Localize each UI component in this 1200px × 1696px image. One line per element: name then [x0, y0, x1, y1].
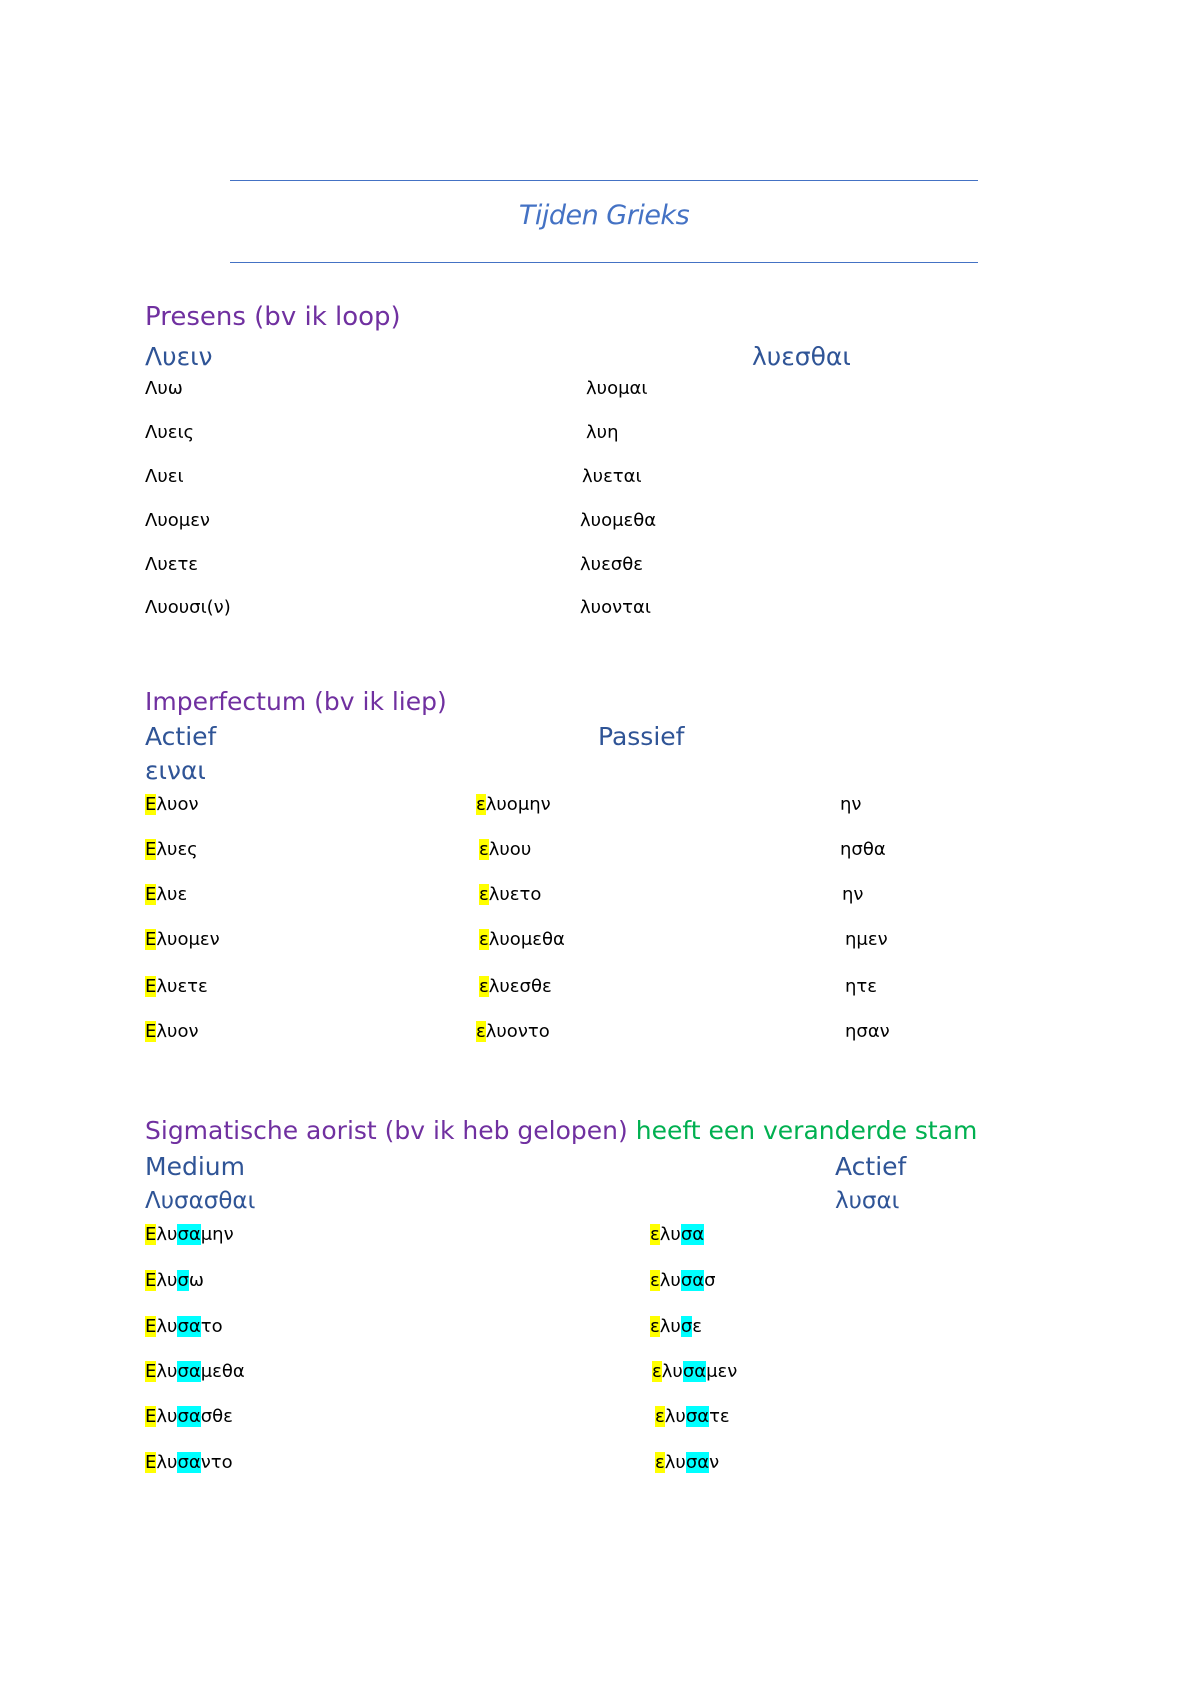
- aorist-active-form: ελυσαμεν: [652, 1361, 738, 1382]
- imperfectum-active-form: Ελυε: [145, 884, 188, 905]
- imperfectum-active-form: Ελυον: [145, 1021, 199, 1042]
- aorist-active-form: ελυσασ: [650, 1270, 716, 1291]
- presens-passive-form: λυομεθα: [580, 510, 657, 531]
- presens-active-form: Λυεις: [145, 422, 195, 443]
- imperfectum-active-form: Ελυετε: [145, 976, 208, 997]
- imperfectum-active-form: Ελυομεν: [145, 929, 220, 950]
- augment-highlight: Ε: [145, 1021, 157, 1042]
- augment-highlight: Ε: [145, 884, 157, 905]
- augment-highlight: ε: [650, 1270, 660, 1291]
- aorist-active-form: ελυσατε: [655, 1406, 730, 1427]
- augment-highlight: Ε: [145, 976, 157, 997]
- einai-form: ην: [842, 884, 864, 905]
- augment-highlight: Ε: [145, 1270, 157, 1291]
- aorist-active-infinitive: λυσαι: [835, 1188, 900, 1214]
- augment-highlight: ε: [479, 884, 489, 905]
- sigma-highlight: σα: [682, 1361, 707, 1382]
- aorist-active-form: ελυσε: [650, 1316, 702, 1337]
- aorist-heading: Sigmatische aorist (bv ik heb gelopen) heeft een veranderde stam: [145, 1116, 978, 1145]
- augment-highlight: ε: [479, 929, 489, 950]
- imperfectum-passive-form: ελυεσθε: [479, 976, 552, 997]
- sigma-highlight: σα: [177, 1452, 201, 1473]
- title-bottom-rule: [230, 262, 978, 263]
- aorist-medium-form: Ελυσατο: [145, 1316, 223, 1337]
- augment-highlight: ε: [655, 1452, 665, 1473]
- sigma-highlight: σα: [685, 1406, 710, 1427]
- augment-highlight: Ε: [145, 1452, 157, 1473]
- imperfectum-passive-form: ελυου: [479, 839, 532, 860]
- imperfectum-passive-form: ελυοντο: [476, 1021, 550, 1042]
- presens-active-infinitive: Λυειν: [145, 342, 213, 371]
- augment-highlight: Ε: [145, 1406, 157, 1427]
- presens-passive-form: λυεται: [582, 466, 642, 487]
- presens-heading: Presens (bv ik loop): [145, 302, 401, 332]
- sigma-highlight: σα: [685, 1452, 710, 1473]
- imperfectum-passive-form: ελυετο: [479, 884, 542, 905]
- aorist-active-form: ελυσαν: [655, 1452, 720, 1473]
- augment-highlight: ε: [650, 1224, 660, 1245]
- augment-highlight: ε: [655, 1406, 665, 1427]
- presens-active-form: Λυετε: [145, 554, 199, 575]
- einai-form: ησαν: [845, 1021, 890, 1042]
- sigma-highlight: σα: [177, 1224, 201, 1245]
- aorist-medium-header: Medium: [145, 1152, 245, 1181]
- aorist-medium-form: Ελυσαμην: [145, 1224, 234, 1245]
- aorist-active-header: Actief: [835, 1152, 907, 1181]
- augment-highlight: ε: [650, 1316, 660, 1337]
- imperfectum-einai-header: ειναι: [145, 756, 206, 785]
- sigma-highlight: σα: [177, 1361, 201, 1382]
- sigma-highlight: σα: [680, 1224, 705, 1245]
- presens-passive-infinitive: λυεσθαι: [752, 342, 851, 371]
- augment-highlight: Ε: [145, 929, 157, 950]
- augment-highlight: Ε: [145, 839, 157, 860]
- imperfectum-passive-form: ελυομεθα: [479, 929, 565, 950]
- presens-active-form: Λυομεν: [145, 510, 210, 531]
- einai-form: ησθα: [840, 839, 886, 860]
- aorist-medium-form: Ελυσασθε: [145, 1406, 233, 1427]
- presens-passive-form: λυεσθε: [580, 554, 643, 575]
- presens-passive-form: λυη: [586, 422, 619, 443]
- augment-highlight: ε: [476, 1021, 486, 1042]
- presens-active-form: Λυω: [145, 378, 183, 399]
- title-top-rule: [230, 180, 978, 181]
- sigma-highlight: σα: [177, 1406, 201, 1427]
- imperfectum-heading: Imperfectum (bv ik liep): [145, 687, 447, 716]
- sigma-highlight: σ: [680, 1316, 693, 1337]
- aorist-heading-note: heeft een veranderde stam: [635, 1116, 978, 1145]
- aorist-medium-infinitive: Λυσασθαι: [145, 1188, 256, 1214]
- augment-highlight: Ε: [145, 1224, 157, 1245]
- einai-form: ητε: [845, 976, 877, 997]
- imperfectum-passive-form: ελυομην: [476, 794, 551, 815]
- augment-highlight: ε: [479, 976, 489, 997]
- augment-highlight: Ε: [145, 794, 157, 815]
- sigma-highlight: σα: [680, 1270, 705, 1291]
- presens-active-form: Λυει: [145, 466, 184, 487]
- aorist-medium-form: Ελυσαντο: [145, 1452, 233, 1473]
- aorist-active-form: ελυσα: [650, 1224, 705, 1245]
- sigma-highlight: σ: [177, 1270, 189, 1291]
- imperfectum-active-form: Ελυες: [145, 839, 198, 860]
- augment-highlight: ε: [476, 794, 486, 815]
- einai-form: ην: [840, 794, 862, 815]
- augment-highlight: ε: [479, 839, 489, 860]
- augment-highlight: ε: [652, 1361, 662, 1382]
- einai-form: ημεν: [845, 929, 888, 950]
- presens-passive-form: λυονται: [580, 597, 651, 618]
- sigma-highlight: σα: [177, 1316, 201, 1337]
- imperfectum-active-form: Ελυον: [145, 794, 199, 815]
- document-title: Tijden Grieks: [518, 200, 690, 231]
- aorist-medium-form: Ελυσαμεθα: [145, 1361, 245, 1382]
- imperfectum-active-header: Actief: [145, 722, 217, 751]
- augment-highlight: Ε: [145, 1361, 157, 1382]
- imperfectum-passive-header: Passief: [598, 722, 685, 751]
- presens-active-form: Λυουσι(ν): [145, 597, 231, 618]
- presens-passive-form: λυομαι: [586, 378, 648, 399]
- augment-highlight: Ε: [145, 1316, 157, 1337]
- aorist-medium-form: Ελυσω: [145, 1270, 204, 1291]
